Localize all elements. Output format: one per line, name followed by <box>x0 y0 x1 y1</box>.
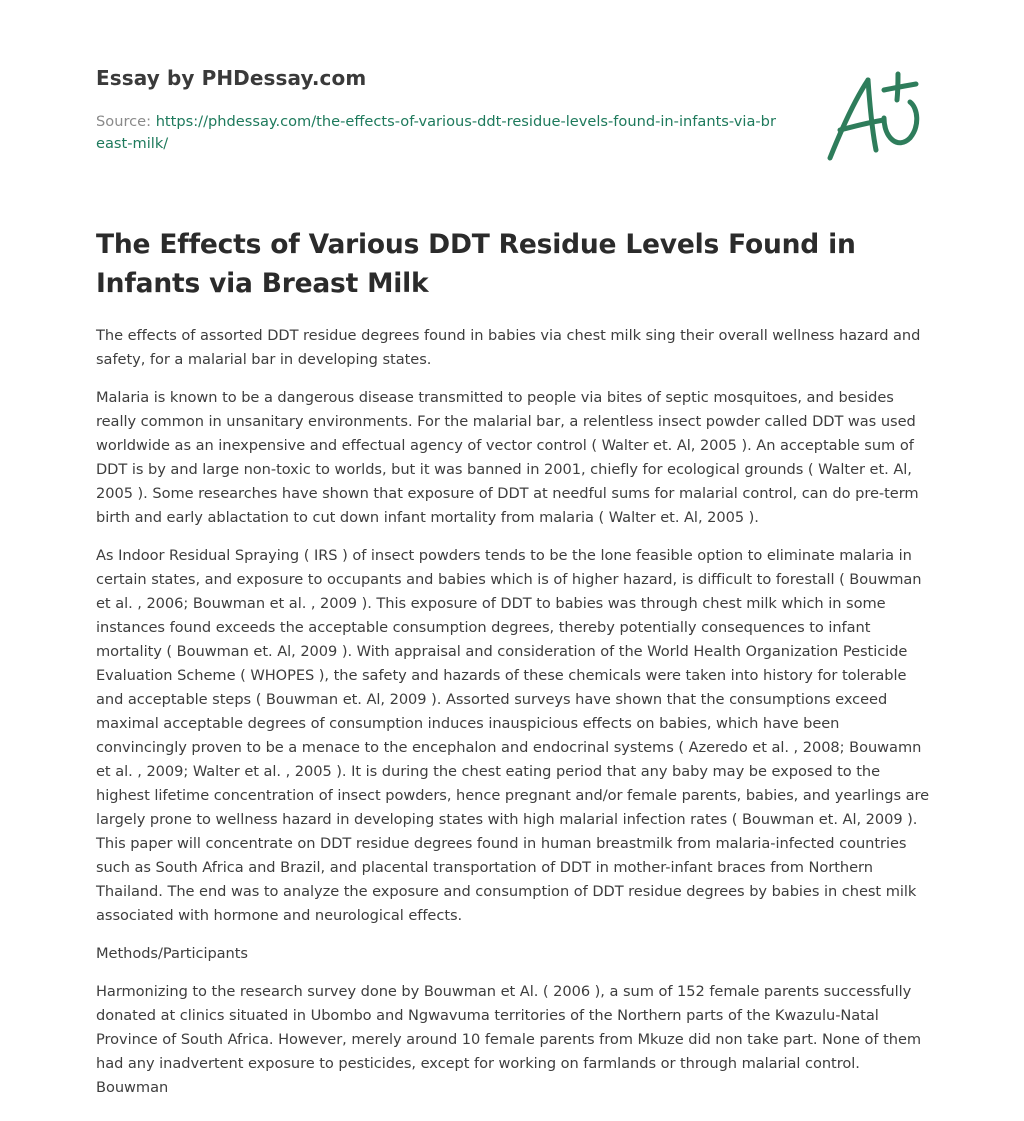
source-line <box>96 111 776 155</box>
site-brand: Essay by PHDessay.com <box>96 66 367 90</box>
section-heading: Methods/Participants <box>96 945 248 962</box>
essay-title: The Effects of Various DDT Residue Levels Found in Infants via Breast Milk <box>96 229 856 299</box>
a-plus-logo-icon <box>822 68 932 164</box>
source-label: Source: <box>96 113 156 130</box>
essay-body <box>96 324 934 1114</box>
paragraph: As Indoor Residual Spraying ( IRS ) of insect powders tends to be the lone feasible option to eliminate malaria in certain states, and exposure to occupants and babies which is of higher hazard, is difficult to forestall ( Bouwman et al. , 2006; Bouwman et al. , 2009 ). This exposure of DDT to babies was through chest milk which in some instances found exceeds the acceptable consumption degrees, thereby potentially consequences to infant mortality ( Bouwman et. Al, 2009 ). With appraisal and consideration of the World Health Organization Pesticide Evaluation Scheme ( WHOPES ), the safety and hazards of these chemicals were taken into history for tolerable and acceptable steps ( Bouwman et. Al, 2009 ). Assorted surveys have shown that the consumptions exceed maximal acceptable degrees of consumption induces inauspicious effects on babies, which have been convincingly proven to be a menace to the encephalon and endocrinal systems ( Azeredo et al. , 2008; Bouwamn et al. , 2009; Walter et al. , 2005 ). It is during the chest eating period that any baby may be exposed to the highest lifetime concentration of insect powders, hence pregnant and/or female parents, babies, and yearlings are largely prone to wellness hazard in developing states with high malarial infection rates ( Bouwman et. Al, 2009 ). This paper will concentrate on DDT residue degrees found in human breastmilk from malaria-infected countries such as South Africa and Brazil, and placental transportation of DDT in mother-infant braces from Northern Thailand. The end was to analyze the exposure and consumption of DDT residue degrees by babies in chest milk associated with hormone and neurological effects. <box>96 547 930 924</box>
source-link[interactable]: https://phdessay.com/the-effects-of-various-ddt-residue-levels-found-in-infants-via-breast-milk/ <box>96 113 776 152</box>
paragraph: Harmonizing to the research survey done by Bouwman et Al. ( 2006 ), a sum of 152 female parents successfully donated at clinics situated in Ubombo and Ngwavuma territories of the Northern parts of the Kwazulu-Natal Province of South Africa. However, merely around 10 female parents from Mkuze did non take part. None of them had any inadvertent exposure to pesticides, except for working on farmlands or through malarial control. Bouwman <box>96 983 922 1096</box>
paragraph: The effects of assorted DDT residue degrees found in babies via chest milk sing their overall wellness hazard and safety, for a malarial bar in developing states. <box>96 327 921 368</box>
paragraph: Malaria is known to be a dangerous disease transmitted to people via bites of septic mosquitoes, and besides really common in unsanitary environments. For the malarial bar, a relentless insect powder called DDT was used worldwide as an inexpensive and effectual agency of vector control ( Walter et. Al, 2005 ). An acceptable sum of DDT is by and large non-toxic to worlds, but it was banned in 2001, chiefly for ecological grounds ( Walter et. Al, 2005 ). Some researches have shown that exposure of DDT at needful sums for malarial control, can do pre-term birth and early ablactation to cut down infant mortality from malaria ( Walter et. Al, 2005 ). <box>96 389 919 526</box>
